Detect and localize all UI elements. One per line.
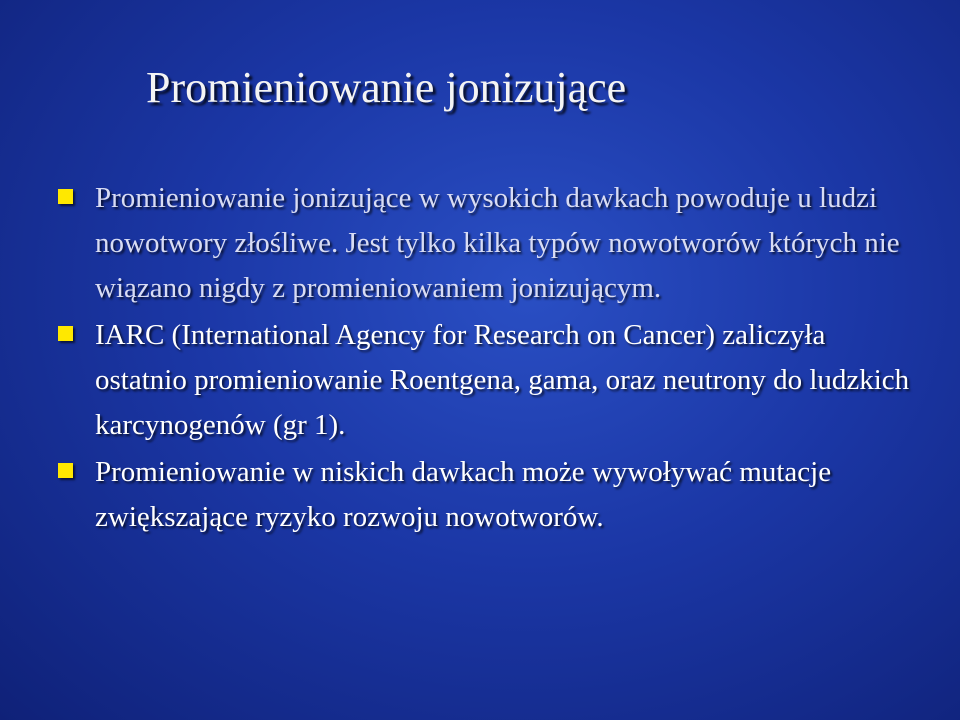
bullet-list	[58, 176, 918, 540]
square-bullet-icon	[58, 189, 73, 204]
slide-title: Promieniowanie jonizujące	[146, 63, 627, 112]
bullet-item	[58, 450, 918, 540]
bullet-item	[58, 176, 918, 311]
bullet-text: IARC (International Agency for Research on Cancer) zaliczyła ostatnio promieniowanie Roentgena, gama, oraz neutrony do ludzkich karcynogenów (gr 1).	[95, 319, 910, 441]
bullet-text: Promieniowanie w niskich dawkach może wywoływać mutacje zwiększające ryzyko rozwoju nowotworów.	[95, 456, 832, 533]
square-bullet-icon	[58, 326, 73, 341]
bullet-text: Promieniowanie jonizujące w wysokich dawkach powoduje u ludzi nowotwory złośliwe. Jest tylko kilka typów nowotworów których nie wiązano nigdy z promieniowaniem jonizującym.	[95, 182, 900, 304]
square-bullet-icon	[58, 463, 73, 478]
bullet-item	[58, 313, 918, 448]
